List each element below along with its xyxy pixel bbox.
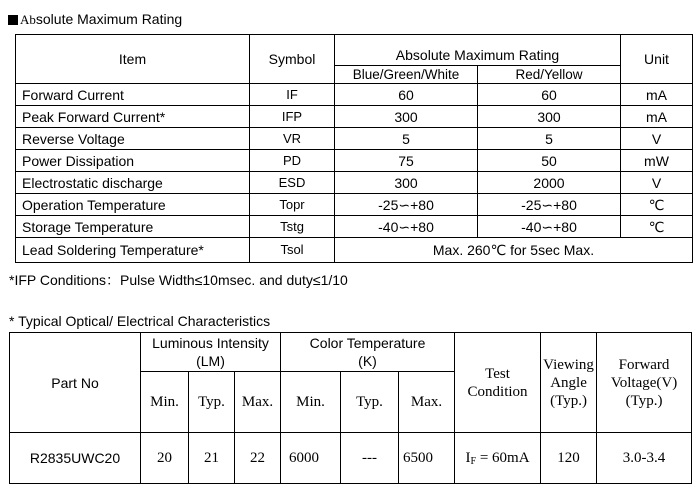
subheader-ry: Red/Yellow (478, 66, 621, 84)
ry-cell: 300 (478, 106, 621, 128)
header-forward-voltage: Forward Voltage(V) (Typ.) (597, 333, 692, 433)
lum-min-cell: 20 (141, 433, 189, 484)
bgw-cell: 300 (335, 172, 478, 194)
unit-cell: mA (621, 84, 693, 106)
header-color-temp (281, 333, 455, 372)
header-row (10, 333, 692, 372)
ry-cell: -40∽+80 (478, 216, 621, 238)
symbol-cell: IFP (250, 106, 335, 128)
unit-cell: ℃ (621, 194, 693, 216)
unit-cell: mW (621, 150, 693, 172)
item-cell: Electrostatic discharge (16, 172, 250, 194)
absolute-max-table (15, 34, 693, 263)
table-row (16, 194, 693, 216)
bgw-cell: -40∽+80 (335, 216, 478, 238)
lum-max-cell: 22 (235, 433, 281, 484)
lum-max-header: Max. (235, 372, 281, 433)
header-rating: Absolute Maximum Rating (335, 35, 621, 66)
forward-voltage-cell: 3.0-3.4 (597, 433, 692, 484)
absolute-max-title: Absolute Maximum Rating (8, 11, 182, 28)
ct-max-cell: 6500 (399, 433, 455, 484)
luminous-label: Luminous Intensity (152, 335, 269, 351)
table-row (16, 216, 693, 238)
header-part-no: Part No (10, 333, 141, 433)
square-bullet-icon (8, 15, 18, 25)
ct-max-header: Max. (399, 372, 455, 433)
unit-cell: ℃ (621, 216, 693, 238)
header-item: Item (16, 35, 250, 84)
subheader-bgw: Blue/Green/White (335, 66, 478, 84)
bgw-cell: -25∽+80 (335, 194, 478, 216)
symbol-cell: VR (250, 128, 335, 150)
symbol-cell: PD (250, 150, 335, 172)
symbol-cell: Tstg (250, 216, 335, 238)
header-test-condition: Test Condition (455, 333, 541, 433)
bgw-cell: 300 (335, 106, 478, 128)
ry-cell: 5 (478, 128, 621, 150)
part-no-cell: R2835UWC20 (10, 433, 141, 484)
item-cell: Peak Forward Current* (16, 106, 250, 128)
ct-typ-cell: --- (341, 433, 399, 484)
optical-title: * Typical Optical/ Electrical Characteristics (9, 313, 271, 329)
header-luminous (141, 333, 281, 372)
test-current-subscript: F (470, 455, 477, 467)
header-symbol: Symbol (250, 35, 335, 84)
table-row (16, 238, 693, 263)
test-condition-cell (455, 433, 541, 484)
item-cell: Forward Current (16, 84, 250, 106)
item-cell: Reverse Voltage (16, 128, 250, 150)
table-row (16, 84, 693, 106)
unit-cell: V (621, 128, 693, 150)
header-row (16, 35, 693, 66)
item-cell: Operation Temperature (16, 194, 250, 216)
item-cell: Lead Soldering Temperature* (16, 238, 250, 263)
lum-typ-cell: 21 (189, 433, 235, 484)
table-row (16, 106, 693, 128)
header-unit: Unit (621, 35, 693, 84)
test-current-value: = 60mA (476, 449, 530, 466)
ry-cell: 50 (478, 150, 621, 172)
symbol-cell: Tsol (250, 238, 335, 263)
ry-cell: 2000 (478, 172, 621, 194)
luminous-unit: (LM) (196, 353, 225, 369)
ct-min-cell: 6000 (281, 433, 341, 484)
ifp-conditions-note: *IFP Conditions：Pulse Width≤10msec. and duty≤1/10 (9, 272, 348, 288)
optical-table (9, 332, 692, 484)
table-row (16, 128, 693, 150)
ct-typ-header: Typ. (341, 372, 399, 433)
table-row (10, 433, 692, 484)
color-temp-unit: (K) (358, 353, 377, 369)
ct-min-header: Min. (281, 372, 341, 433)
color-temp-label: Color Temperature (309, 335, 426, 351)
ry-cell: -25∽+80 (478, 194, 621, 216)
bgw-cell: 5 (335, 128, 478, 150)
symbol-cell: Topr (250, 194, 335, 216)
item-cell: Power Dissipation (16, 150, 250, 172)
ry-cell: 60 (478, 84, 621, 106)
unit-cell: mA (621, 106, 693, 128)
lum-min-header: Min. (141, 372, 189, 433)
header-viewing-angle: Viewing Angle (Typ.) (541, 333, 597, 433)
symbol-cell: ESD (250, 172, 335, 194)
bgw-cell: 60 (335, 84, 478, 106)
table-row (16, 172, 693, 194)
merged-value-cell: Max. 260℃ for 5sec Max. (335, 238, 693, 263)
test-current-symbol: I (465, 449, 471, 466)
item-cell: Storage Temperature (16, 216, 250, 238)
symbol-cell: IF (250, 84, 335, 106)
bgw-cell: 75 (335, 150, 478, 172)
unit-cell: V (621, 172, 693, 194)
table-row (16, 150, 693, 172)
lum-typ-header: Typ. (189, 372, 235, 433)
viewing-angle-cell: 120 (541, 433, 597, 484)
